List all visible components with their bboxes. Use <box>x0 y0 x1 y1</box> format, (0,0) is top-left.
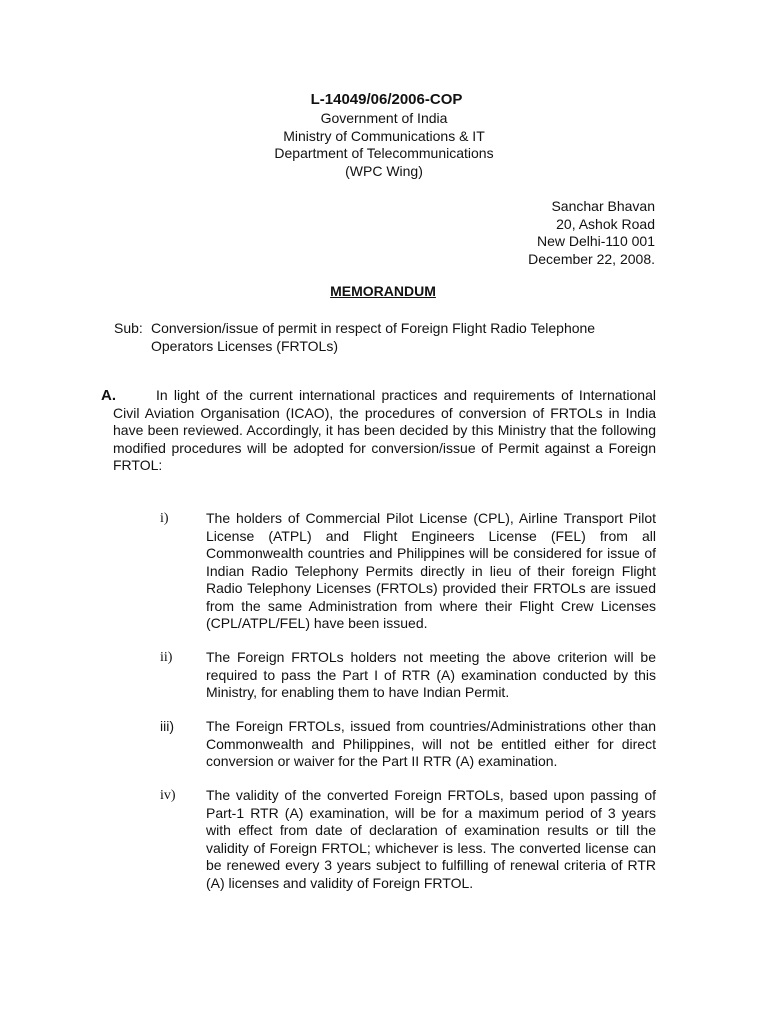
address-city: New Delhi-110 001 <box>536 233 655 249</box>
item-numeral: i) <box>160 511 169 526</box>
memo-title: MEMORANDUM <box>330 283 436 299</box>
document-date: December 22, 2008. <box>528 250 655 267</box>
subject-line-1: Conversion/issue of permit in respect of Foreign Flight Radio Telephone <box>151 320 596 336</box>
item-numeral: iii) <box>160 718 174 734</box>
list-item <box>160 787 656 892</box>
subject-line-2: Operators Licenses (FRTOLs) <box>151 337 338 354</box>
header-department: Department of Telecommunications <box>274 145 494 161</box>
address-street: 20, Ashok Road <box>556 215 655 232</box>
section-a <box>101 387 656 475</box>
header-wing: (WPC Wing) <box>345 162 423 179</box>
subject <box>114 320 674 355</box>
item-text: The validity of the converted Foreign FRTOLs, based upon passing of Part-1 RTR (A) examination, will be for a maximum period of 3 years with effect from date of declaration of examination results or till the validity of Foreign FRTOL; whichever is less. The converted license can be renewed every 3 years subject to fulfilling of renewal criteria of RTR (A) licenses and validity of Foreign FRTOL. <box>206 787 656 891</box>
item-numeral: ii) <box>160 650 173 665</box>
address-building: Sanchar Bhavan <box>551 198 655 214</box>
letterhead <box>0 90 768 180</box>
reference-number: L-14049/06/2006-COP <box>310 91 463 108</box>
list-item <box>160 718 656 771</box>
item-text: The holders of Commercial Pilot License (CPL), Airline Transport Pilot License (ATPL) and Flight Engineers License (FEL) from all Commonwealth countries and Philippines will be considered for issue of Indian Radio Telephony Permits directly in lieu of their foreign Flight Radio Telephony Licenses (FRTOLs) provided their FRTOLs are issued from the same Administration from where their Flight Crew Licenses (CPL/ATPL/FEL) have been issued. <box>206 510 656 631</box>
header-ministry: Ministry of Communications & IT <box>283 127 485 144</box>
item-text: The Foreign FRTOLs holders not meeting the above criterion will be required to pass the Part I of RTR (A) examination conducted by this Ministry, for enabling them to have Indian Permit. <box>206 649 656 700</box>
list-item <box>160 649 656 702</box>
section-a-paragraph: In light of the current international practices and requirements of International Civil Aviation Organisation (ICAO), the procedures of conversion of FRTOLs in India have been reviewed. Accordingly, it has been decided by this Ministry that the following modified procedures will be adopted for conversion/issue of Permit against a Foreign FRTOL: <box>113 387 656 473</box>
address-block <box>528 198 655 268</box>
item-text: The Foreign FRTOLs, issued from countries/Administrations other than Commonwealth and Philippines, will not be entitled either for direct conversion or waiver for the Part II RTR (A) examination. <box>206 718 656 769</box>
header-government: Government of India <box>320 110 448 126</box>
subject-label: Sub: <box>114 320 143 336</box>
list-item <box>160 510 656 633</box>
item-numeral: iv) <box>160 788 176 803</box>
section-letter: A. <box>101 387 116 404</box>
